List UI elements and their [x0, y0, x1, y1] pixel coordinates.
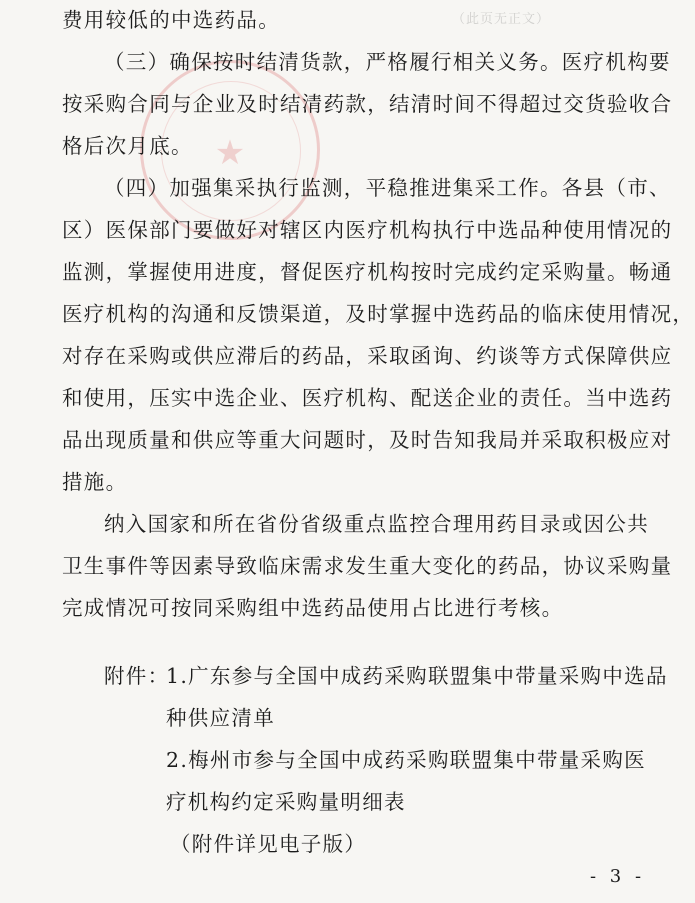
- body-line-11: 品出现质量和供应等重大问题时，及时告知我局并采取积极应对: [62, 428, 673, 452]
- seal-star-icon: ★: [214, 133, 246, 173]
- attachment-note: （附件详见电子版）: [170, 832, 367, 856]
- attachment-1-line-2: 种供应清单: [166, 706, 275, 730]
- body-line-3: 按采购合同与企业及时结清药款，结清时间不得超过交货验收合: [62, 92, 673, 116]
- body-line-6: 区）医保部门要做好对辖区内医疗机构执行中选品种使用情况的: [62, 218, 673, 242]
- body-line-7: 监测，掌握使用进度，督促医疗机构按时完成约定采购量。畅通: [62, 260, 673, 284]
- attachment-1-line-1: 1.广东参与全国中成药采购联盟集中带量采购中选品: [166, 664, 668, 688]
- body-line-1: 费用较低的中选药品。: [62, 8, 280, 32]
- attachment-2-line-1: 2.梅州市参与全国中成药采购联盟集中带量采购医: [166, 748, 646, 772]
- attachment-2-line-2: 疗机构约定采购量明细表: [166, 790, 406, 814]
- body-line-5: （四）加强集采执行监测，平稳推进集采工作。各县（市、: [104, 176, 671, 200]
- body-line-2: （三）确保按时结清货款，严格履行相关义务。医疗机构要: [104, 50, 671, 74]
- faint-header-note: （此页无正文）: [452, 12, 551, 27]
- body-line-13: 纳入国家和所在省份省级重点监控合理用药目录或因公共: [104, 512, 649, 536]
- body-line-12: 措施。: [62, 470, 128, 494]
- body-line-14: 卫生事件等因素导致临床需求发生重大变化的药品，协议采购量: [62, 554, 673, 578]
- body-line-9: 对存在采购或供应滞后的药品，采取函询、约谈等方式保障供应: [62, 344, 673, 368]
- body-line-15: 完成情况可按同采购组中选药品使用占比进行考核。: [62, 596, 564, 620]
- body-line-10: 和使用，压实中选企业、医疗机构、配送企业的责任。当中选药: [62, 386, 673, 410]
- body-line-8: 医疗机构的沟通和反馈渠道，及时掌握中选药品的临床使用情况，: [62, 302, 695, 326]
- body-line-4: 格后次月底。: [62, 134, 193, 158]
- page-number: - 3 -: [590, 866, 646, 887]
- attachment-label: 附件：: [104, 664, 170, 688]
